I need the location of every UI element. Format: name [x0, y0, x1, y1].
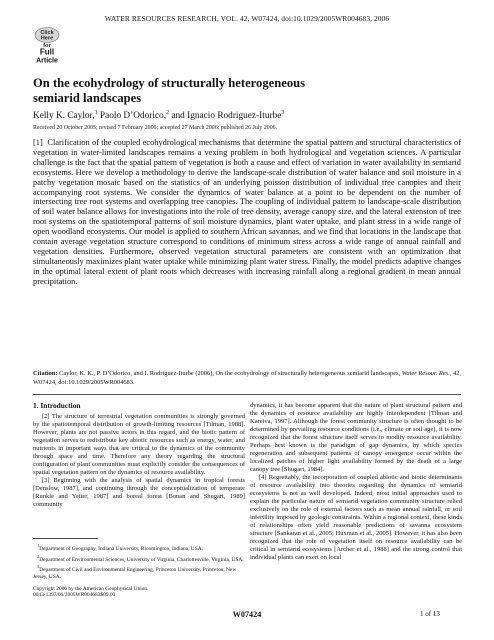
author-list — [33, 110, 284, 121]
title-line-1: On the ecohydrology of structurally heterogeneous — [33, 76, 306, 90]
badge-line4: Full — [39, 47, 55, 57]
body-column-left — [33, 402, 245, 509]
author-affiliation: 2 — [166, 110, 170, 116]
citation-tail: , W07424, doi:10.1029/2005WR004683. — [33, 370, 461, 386]
badge-line2: Here — [40, 35, 54, 42]
publication-dates: Received 20 October 2005; revised 7 February 2006; accepted 27 March 2006; published 26 July 2006. — [33, 125, 278, 131]
footnotes — [33, 538, 245, 599]
paragraph-marker: [1] — [33, 138, 43, 147]
article-title — [33, 76, 363, 106]
author-name: Kelly K. Caylor, — [33, 111, 95, 122]
footnote-text: Department of Geography, Indiana University, Bloomington, Indiana, USA. — [39, 545, 203, 552]
footnote-marker: 2 — [37, 553, 40, 559]
citation-text: Caylor, K. K., P. D’Odorico, and I. Rodriguez-Iturbe (2006), On the ecohydrology of structurally heterogeneous semiarid landscapes, — [57, 370, 402, 377]
footnote — [33, 564, 245, 580]
author-affiliation: 3 — [281, 110, 285, 116]
badge-line1: Click — [40, 30, 54, 36]
badge-line3: for — [43, 43, 51, 49]
full-article-icon — [32, 26, 62, 66]
citation-volume: , 42 — [449, 370, 460, 377]
section-divider — [33, 394, 461, 395]
abstract-text: Clarification of the coupled ecohydrological mechanisms that determine the spatial pattern and structural characteristics of vegetation in water-limited landscapes remains a vexing problem in both hydrological and vegetation sciences. A particular challenge is the fact that the spatial pattern of vegetation is both a cause and effect of variation in water availability in semiarid ecosystems. Here we develop a methodology to derive the landscape-scale distribution of water balance and soil moisture in a patchy vegetation mosaic based on the statistics of an underlying poisson distribution of individual tree canopies and their accompanying root systems. We consider the dynamics of water balance at a point to be dependent on the number of intersecting tree root systems and overlapping tree canopies. The coupling of individual pattern to landscape-scale distribution of soil water balance allows for investigations into the role of tree density, average canopy size, and the lateral extension of tree root systems on the spatiotemporal patterns of soil moisture dynamics, plant water uptake, and plant stress in a wide range of open woodland ecosystems. Our model is applied to southern African savannas, and we find that locations in the landscape that contain average vegetation structure correspond to conditions of minimum stress across a wide range of annual rainfall and vegetation densities. Furthermore, observed vegetation structural parameters are consistent with an optimization that simultaneously maximizes plant water uptake while minimizing plant water stress. Finally, the model predicts adaptive changes in the optimal lateral extent of plant roots which decreases with increasing rainfall along a regional gradient in mean annual precipitation. — [33, 138, 462, 286]
citation — [33, 370, 461, 387]
body-paragraph: [4] Regrettably, the incorporation of coupled abiotic and biotic determinants of resource availability into theories regarding the dynamics of semiarid ecosystems is not as well developed. Indeed, most initial approaches used to explain the particular nature of semiarid vegetation community structure relied exclusively on the role of external factors such as mean annual rainfall, or soil infertility imposed by geologic constraints. Within a regional context, these kinds of relationships often yield reasonable predictions of savanna ecosystem structure [Sankaran et al., 2005; Huxman et al., 2005]. However, it has also been recognized that the role of vegetation itself on resource availability can be critical in semiarid ecosystems [Archer et al., 1988] and the strong control that individual plants can exert on local — [250, 474, 462, 562]
journal-header: WATER RESOURCES RESEARCH, VOL. 42, W07424, doi:10.1029/2005WR004683, 2006 — [104, 14, 390, 23]
footnote — [33, 554, 245, 564]
abstract — [33, 138, 461, 287]
author-affiliation: 1 — [94, 110, 98, 116]
author-name: and Ignacio Rodriguez-Iturbe — [169, 111, 282, 122]
page-number: 1 of 13 — [420, 610, 440, 618]
footnote-text: Department of Civil and Environmental Engineering, Princeton University, Princeton, New Jersey, USA. — [33, 566, 237, 580]
issn-line: 0043-1397/06/2005WR004683$09.00 — [33, 592, 116, 599]
footnote-marker: 3 — [37, 564, 40, 570]
citation-journal: Water Resour. Res. — [401, 370, 450, 377]
citation-label: Citation: — [33, 370, 58, 377]
footnote-marker: 1 — [37, 543, 40, 548]
body-paragraph: dynamics, it has become apparent that the nature of plant structural pattern and the dynamics of resource availability are highly interdependent [Tilman and Kareiva, 1997]. Although the forest community structure is often thought to be determined by prevailing resource conditions (i.e., climate or soil age), it is now recognized that the forest structure itself serves to modify resource availability. Perhaps best known is the paradigm of gap dynamics, by which species regeneration and subsequent patterns of canopy emergence occur within the localized patches of higher light availability formed by the death of a large canopy tree [Shugart, 1984]. — [250, 402, 462, 474]
body-column-right — [250, 402, 462, 562]
copyright-line: Copyright 2006 by the American Geophysical Union. — [33, 585, 149, 592]
body-paragraph: [3] Beginning with the analysis of spatial dynamics in tropical forests [Denslow, 1987], and continuing through the conceptualization of temperate [Runkle and Yetter, 1987] and boreal forest [Bonan and Shugart, 1989] community — [33, 477, 245, 509]
title-line-2: semiarid landscapes — [33, 91, 142, 105]
body-paragraph: [2] The structure of terrestrial vegetation communities is strongly governed by the spatiotemporal distribution of growth-limiting resources [Tilman, 1988]. However, plants are not passive actors in this regard, and the biotic pattern of vegetation serves to redistribute key abiotic resources such as energy, water, and nutrients in important ways that are critical to the dynamics of the community through space and time. Therefore any theory regarding the structural configuration of plant communities must explicitly consider the consequences of spatial vegetation pattern on the dynamics of resource availability. — [33, 413, 245, 477]
footnote-text: Department of Environmental Sciences, University of Virginia, Charlottesville, Virginia, USA. — [39, 556, 244, 563]
author-name: Paolo D’Odorico, — [97, 111, 167, 122]
copyright — [33, 586, 245, 600]
article-id: W07424 — [232, 610, 262, 619]
badge-line5: Article — [36, 57, 58, 65]
section-heading: 1. Introduction — [33, 401, 81, 410]
footnote-divider — [33, 538, 98, 539]
full-article-badge[interactable] — [32, 26, 62, 66]
footnote — [33, 543, 245, 553]
